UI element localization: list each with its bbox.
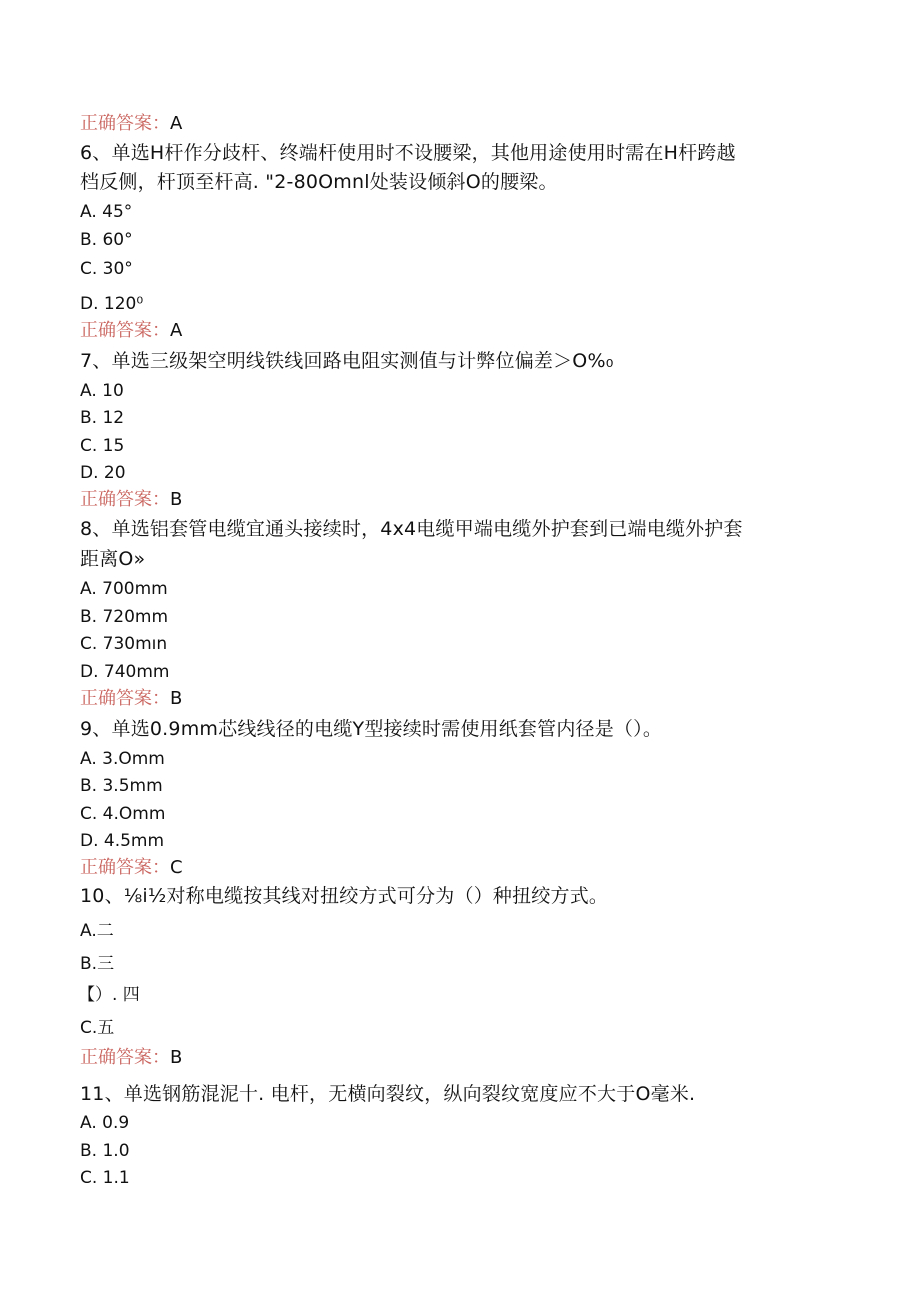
question-7-line-1: 7、单选三级架空明线铁线回路电阻实测值与计弊位偏差＞O%₀ (80, 350, 614, 372)
question-6-option-a: A. 45° (80, 202, 133, 222)
answer-label: 正确答案： (80, 489, 170, 510)
question-11-line-1: 11、单选钢筋混泥十. 电杆，无横向裂纹，纵向裂纹宽度应不大于O毫米. (80, 1083, 696, 1105)
answer-label: 正确答案： (80, 320, 170, 341)
question-9-line-1: 9、单选0.9mm芯线线径的电缆Y型接续时需使用纸套管内径是（）。 (80, 718, 663, 740)
answer-label: 正确答案： (80, 1047, 170, 1068)
question-7-option-d: D. 20 (80, 463, 126, 483)
question-10-option-extra: 【）. 四 (78, 985, 140, 1005)
answer-value: B (170, 688, 183, 709)
question-7-option-b: B. 12 (80, 408, 125, 428)
question-8-option-b: B. 720mm (80, 607, 169, 627)
question-6-line-2: 档反侧，杆顶至杆高. "2-80Omnl处装设倾斜O的腰梁。 (80, 171, 558, 193)
answer-label: 正确答案： (80, 113, 170, 134)
question-10-option-b: B.三 (80, 954, 115, 974)
question-10-line-1: 10、⅛i½对称电缆按其线对扭绞方式可分为（）种扭绞方式。 (80, 885, 609, 907)
question-11-option-c: C. 1.1 (80, 1168, 130, 1188)
question-10-option-a: A.二 (80, 921, 114, 941)
question-8-line-2: 距离O» (80, 548, 146, 570)
question-9-option-b: B. 3.5mm (80, 776, 163, 796)
question-6-line-1: 6、单选H杆作分歧杆、终端杆使用时不设腰梁，其他用途使用时需在H杆跨越 (80, 142, 736, 164)
answer-value: A (170, 113, 183, 134)
question-11-option-b: B. 1.0 (80, 1141, 130, 1161)
answer-line (80, 113, 182, 135)
answer-line (80, 1047, 182, 1069)
question-9-option-a: A. 3.Omm (80, 749, 165, 769)
answer-label: 正确答案： (80, 688, 170, 709)
answer-value: B (170, 1047, 183, 1068)
answer-line (80, 320, 182, 342)
question-11-option-a: A. 0.9 (80, 1113, 130, 1133)
question-8-option-d: D. 740mm (80, 662, 170, 682)
answer-value: B (170, 489, 183, 510)
question-6-option-b: B. 60° (80, 230, 133, 250)
answer-value: A (170, 320, 183, 341)
question-6-option-c: C. 30° (80, 259, 133, 279)
question-8-option-a: A. 700mm (80, 579, 168, 599)
question-8-option-c: C. 730mın (80, 634, 168, 654)
question-10-option-c: C.五 (80, 1018, 115, 1038)
answer-line (80, 489, 182, 511)
question-6-option-d: D. 120⁰ (80, 294, 144, 314)
answer-line (80, 857, 183, 879)
answer-value: C (170, 857, 183, 878)
question-9-option-d: D. 4.5mm (80, 831, 165, 851)
answer-label: 正确答案： (80, 857, 170, 878)
question-8-line-1: 8、单选铝套管电缆宜通头接续时，4x4电缆甲端电缆外护套到已端电缆外护套 (80, 518, 743, 540)
question-7-option-a: A. 10 (80, 381, 124, 401)
question-9-option-c: C. 4.Omm (80, 804, 166, 824)
answer-line (80, 688, 182, 710)
question-7-option-c: C. 15 (80, 436, 125, 456)
